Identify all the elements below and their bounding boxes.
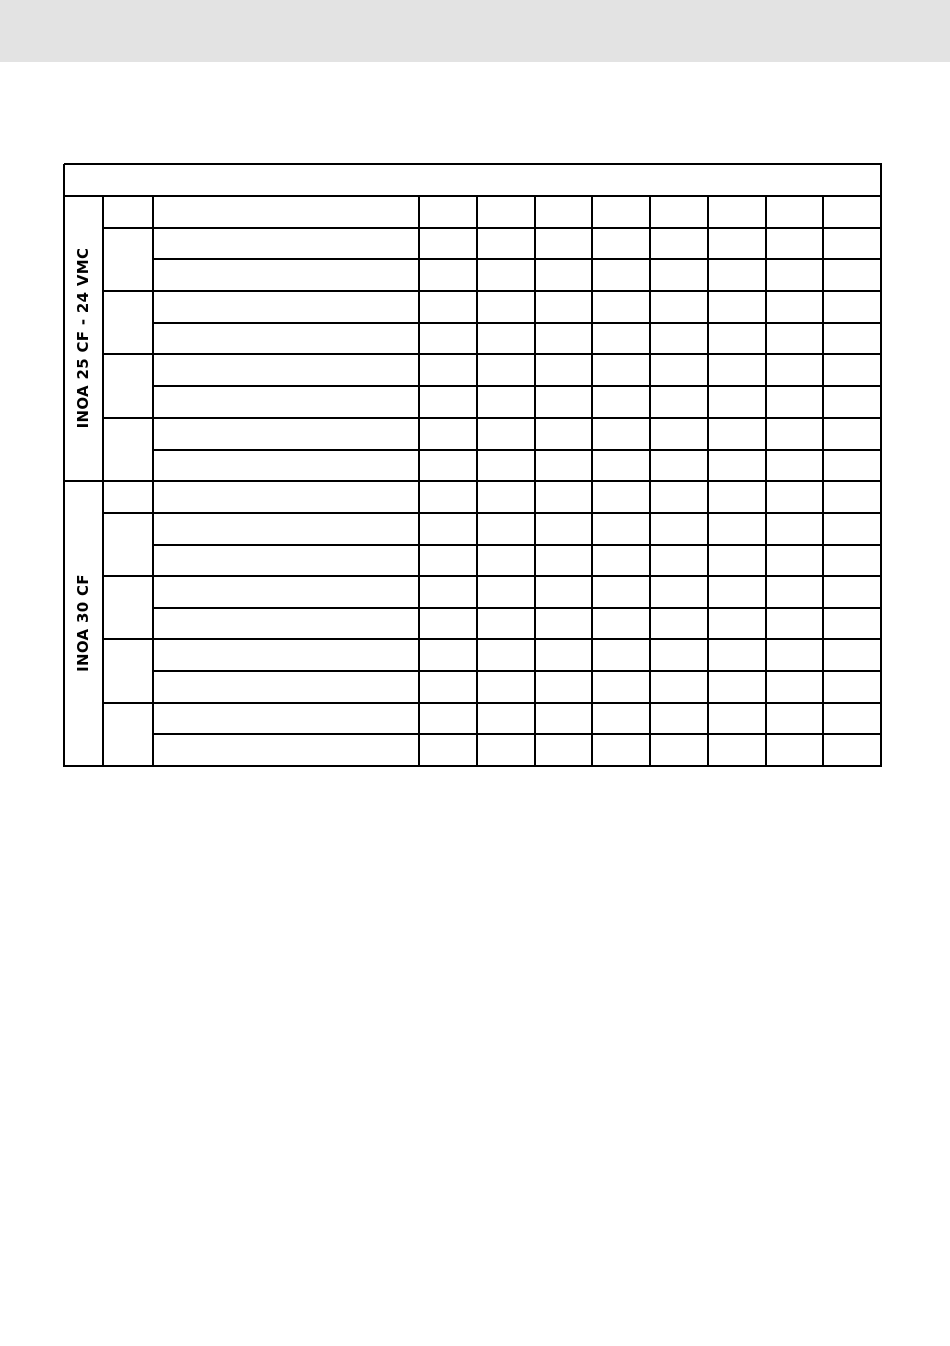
table-border-bottom xyxy=(64,765,882,767)
value-column-line xyxy=(418,196,420,766)
value-column-line xyxy=(476,196,478,766)
value-column-line xyxy=(591,196,593,766)
table-row-line xyxy=(153,544,881,546)
subgroup-column-line xyxy=(152,196,154,766)
table-border-right xyxy=(880,164,882,767)
group-divider xyxy=(64,480,881,482)
table-row-line xyxy=(153,322,881,324)
group-label-inoa-30: INOA 30 CF xyxy=(74,574,92,672)
value-column-line xyxy=(707,196,709,766)
table-row-line xyxy=(153,385,881,387)
table-row-line xyxy=(153,258,881,260)
value-column-line xyxy=(534,196,536,766)
table-row-line xyxy=(153,449,881,451)
value-column-line xyxy=(649,196,651,766)
value-column-line xyxy=(822,196,824,766)
value-column-line xyxy=(765,196,767,766)
table-border-left xyxy=(63,164,65,767)
table-border-top xyxy=(64,163,882,165)
table-row-line xyxy=(153,607,881,609)
table-row-line xyxy=(153,670,881,672)
title-row-divider xyxy=(64,195,881,197)
group-column-line xyxy=(102,196,104,766)
table-row-line xyxy=(153,733,881,735)
group-label-inoa-25: INOA 25 CF - 24 VMC xyxy=(74,247,92,429)
